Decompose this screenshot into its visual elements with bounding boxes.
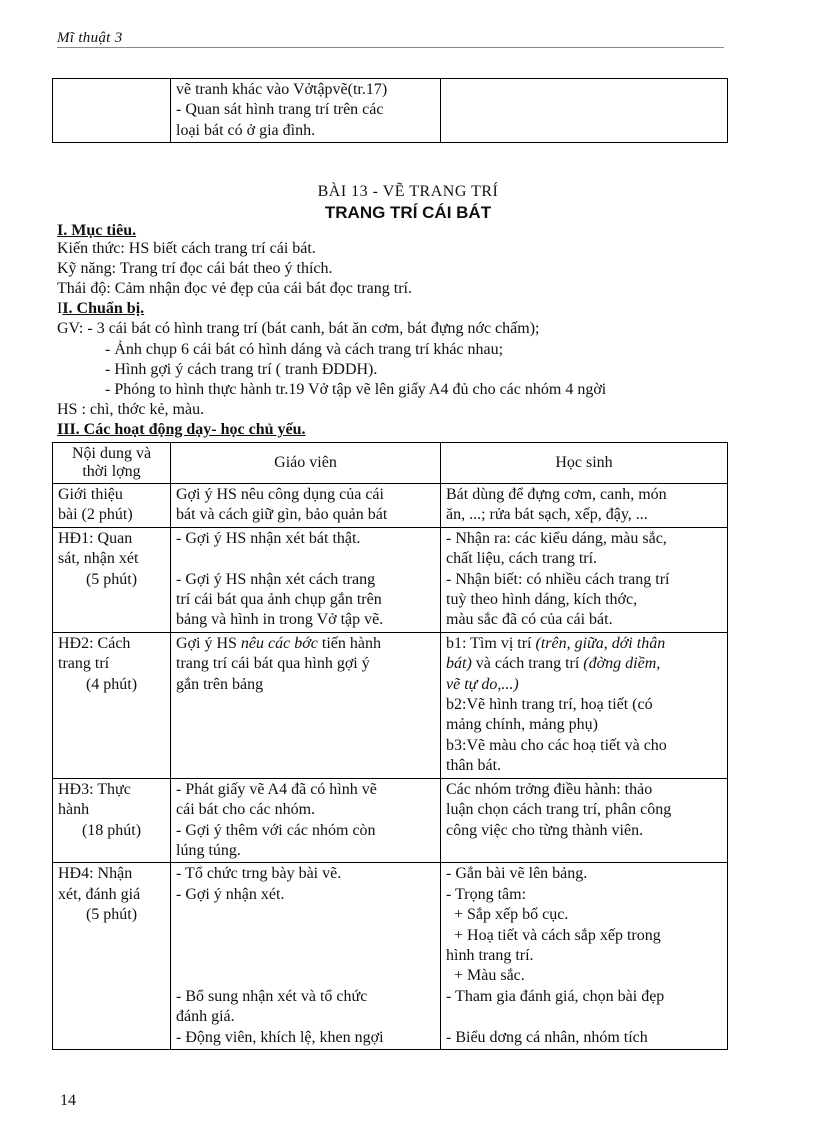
page-number: 14 [60, 1092, 76, 1109]
cell-line: gắn trên bảng [176, 675, 264, 693]
lesson-title: BÀI 13 - VẼ TRANG TRÍ [317, 183, 499, 200]
cell-line: bát và cách giữ gìn, bảo quản bát [176, 506, 388, 524]
student-cell [441, 778, 728, 863]
cell-line: lúng túng. [176, 841, 241, 859]
cell-line: + Sắp xếp bố cục. [446, 906, 569, 924]
cell-line [446, 654, 722, 674]
student-cell [441, 484, 728, 528]
cell-line: Các nhóm trởng điều hành: thảo [446, 780, 653, 798]
column-header: Học sinh [441, 443, 728, 484]
cell-line [176, 926, 435, 946]
cell-line: (4 phút) [85, 675, 138, 693]
header-rule [57, 47, 724, 48]
cell-line: tuỳ theo hình dáng, kích thớc, [446, 591, 638, 609]
content-cell [53, 484, 171, 528]
cell-line: sát, nhận xét [58, 550, 139, 568]
cell-line: - Nhận ra: các kiểu dáng, màu sắc, [446, 529, 667, 547]
cell-line [176, 946, 435, 966]
previous-lesson-table [52, 78, 728, 143]
cell-line: xét, đánh giá [58, 885, 141, 903]
cell-line: trang trí [58, 655, 110, 673]
cell-line: HĐ1: Quan [58, 529, 133, 547]
objective-line: Kỹ năng: Trang trí đọc cái bát theo ý thích. [57, 260, 333, 277]
teacher-cell [171, 632, 441, 778]
cell-line: - Gợi ý HS nhận xét cách trang [176, 570, 376, 588]
cell-line: - Động viên, khích lệ, khen ngợi [176, 1028, 384, 1046]
column-header: Giáo viên [171, 443, 441, 484]
cell-line: bảng và hình in trong Vở tập vẽ. [176, 611, 384, 629]
cell-line: màu sắc đã có của cái bát. [446, 611, 613, 629]
teacher-cell [171, 484, 441, 528]
objective-line: Thái độ: Cảm nhận đọc vẻ đẹp của cái bát đọc trang trí. [57, 280, 412, 297]
cell-line: - Nhận biết: có nhiều cách trang trí [446, 570, 670, 588]
cell-line [446, 1007, 722, 1027]
teacher-prep-item: - Phóng to hình thực hành tr.19 Vở tập vẽ lên giấy A4 đủ cho các nhóm 4 ngời [105, 381, 607, 398]
cell-line: (5 phút) [85, 570, 138, 588]
teacher-prep-item: - Hình gợi ý cách trang trí ( tranh ĐDDH). [105, 361, 378, 378]
cell-line: vẽ tự do,...) [446, 675, 519, 693]
cell-line: chất liệu, cách trang trí. [446, 550, 598, 568]
cell-line: b3:Vẽ màu cho các hoạ tiết và cho [446, 736, 667, 754]
cell-line: (18 phút) [81, 821, 142, 839]
table-row [53, 632, 728, 778]
section-heading-preparation [57, 300, 144, 318]
student-cell [441, 527, 728, 632]
text-run: và cách trang trí [471, 655, 584, 673]
cell-line: + Màu sắc. [446, 967, 525, 985]
table-cell [171, 79, 441, 143]
cell-line: trí cái bát qua ảnh chụp gắn trên [176, 591, 382, 609]
text-run-italic: (đờng diềm, [583, 655, 661, 673]
cell-line: - Gợi ý nhận xét. [176, 885, 285, 903]
content-cell [53, 778, 171, 863]
cell-line: - Quan sát hình trang trí trên các [176, 101, 384, 119]
header-title: Mĩ thuật 3 [57, 30, 123, 46]
cell-line: vẽ tranh khác vào Vởtậpvẽ(tr.17) [176, 81, 388, 98]
cell-line: mảng chính, mảng phụ) [446, 716, 598, 734]
cell-line: ăn, ...; rửa bát sạch, xếp, đậy, ... [446, 506, 648, 524]
section-heading-objectives: I. Mục tiêu. [57, 222, 137, 239]
cell-line: - Gắn bài vẽ lên bảng. [446, 865, 588, 883]
cell-line: công việc cho từng thành viên. [446, 821, 644, 839]
table-cell [441, 79, 728, 143]
cell-line: + Hoạ tiết và cách sắp xếp trong [446, 926, 661, 944]
cell-line [176, 549, 435, 569]
teacher-cell [171, 778, 441, 863]
cell-line: đánh giá. [176, 1008, 235, 1026]
lesson-subtitle: TRANG TRÍ CÁI BÁT [324, 203, 492, 222]
activities-table [52, 442, 728, 1050]
table-row [53, 484, 728, 528]
cell-line [176, 634, 435, 654]
cell-line: - Phát giấy vẽ A4 đã có hình vẽ [176, 780, 377, 798]
cell-line: hành [58, 801, 90, 819]
cell-line: luận chọn cách trang trí, phân công [446, 801, 672, 819]
cell-line: - Bổ sung nhận xét và tổ chức [176, 987, 368, 1005]
table-header-row [53, 443, 728, 484]
cell-line: - Biểu dơng cá nhân, nhóm tích [446, 1028, 648, 1046]
teacher-prep-line: GV: - 3 cái bát có hình trang trí (bát canh, bát ăn cơm, bát đựng nớc chấm); [57, 320, 540, 337]
cell-line: bài (2 phút) [58, 506, 133, 524]
cell-line: HĐ4: Nhận [58, 865, 133, 883]
section-prefix: I [57, 300, 63, 317]
cell-line [446, 634, 722, 654]
teacher-cell [171, 863, 441, 1050]
table-row [53, 863, 728, 1050]
table-row [53, 79, 728, 143]
text-run: Gợi ý HS [176, 634, 241, 652]
text-run-italic: bát) [446, 655, 472, 673]
cell-line: Giới thiệu [58, 486, 123, 503]
table-cell [53, 79, 171, 143]
cell-line: - Trọng tâm: [446, 885, 527, 903]
content-cell [53, 863, 171, 1050]
cell-line: trang trí cái bát qua hình gợi ý [176, 655, 370, 673]
cell-line: HĐ2: Cách [58, 634, 131, 652]
teacher-cell [171, 527, 441, 632]
text-run-italic: nêu các bớc [240, 634, 318, 652]
cell-line: b2:Vẽ hình trang trí, hoạ tiết (có [446, 696, 653, 714]
section-heading-text: I. Chuẩn bị. [62, 300, 145, 317]
student-prep-line: HS : chì, thớc kẻ, màu. [57, 401, 205, 418]
cell-line: - Gợi ý thêm với các nhóm còn [176, 821, 376, 839]
cell-line: - Tổ chức trng bày bài vẽ. [176, 865, 342, 883]
student-cell [441, 863, 728, 1050]
cell-line: thân bát. [446, 757, 502, 775]
content-cell [53, 632, 171, 778]
cell-line [176, 905, 435, 925]
cell-line: Gợi ý HS nêu công dụng của cái [176, 486, 384, 503]
teacher-prep-item: - Ảnh chụp 6 cái bát có hình dáng và cách trang trí khác nhau; [105, 341, 504, 358]
text-run-italic: (trên, giữa, dới thân [535, 634, 666, 652]
cell-line: - Tham gia đánh giá, chọn bài đẹp [446, 987, 665, 1005]
section-heading-activities: III. Các hoạt động dạy- học chủ yếu. [57, 421, 306, 438]
cell-line: loại bát có ở gia đình. [176, 121, 316, 139]
text-run: tiến hành [317, 634, 381, 652]
cell-line: hình trang trí. [446, 946, 534, 964]
cell-line: HĐ3: Thực [58, 780, 131, 798]
cell-line: (5 phút) [85, 906, 138, 924]
table-row [53, 527, 728, 632]
content-cell [53, 527, 171, 632]
student-cell [441, 632, 728, 778]
column-header: Nội dung và thời lợng [53, 443, 171, 484]
cell-line: Bát dùng để đựng cơm, canh, món [446, 486, 667, 503]
text-run: b1: Tìm vị trí [446, 634, 536, 652]
cell-line [176, 966, 435, 986]
table-row [53, 778, 728, 863]
cell-line: cái bát cho các nhóm. [176, 801, 316, 819]
objective-line: Kiến thức: HS biết cách trang trí cái bát. [57, 240, 316, 257]
cell-line: - Gợi ý HS nhận xét bát thật. [176, 529, 361, 547]
